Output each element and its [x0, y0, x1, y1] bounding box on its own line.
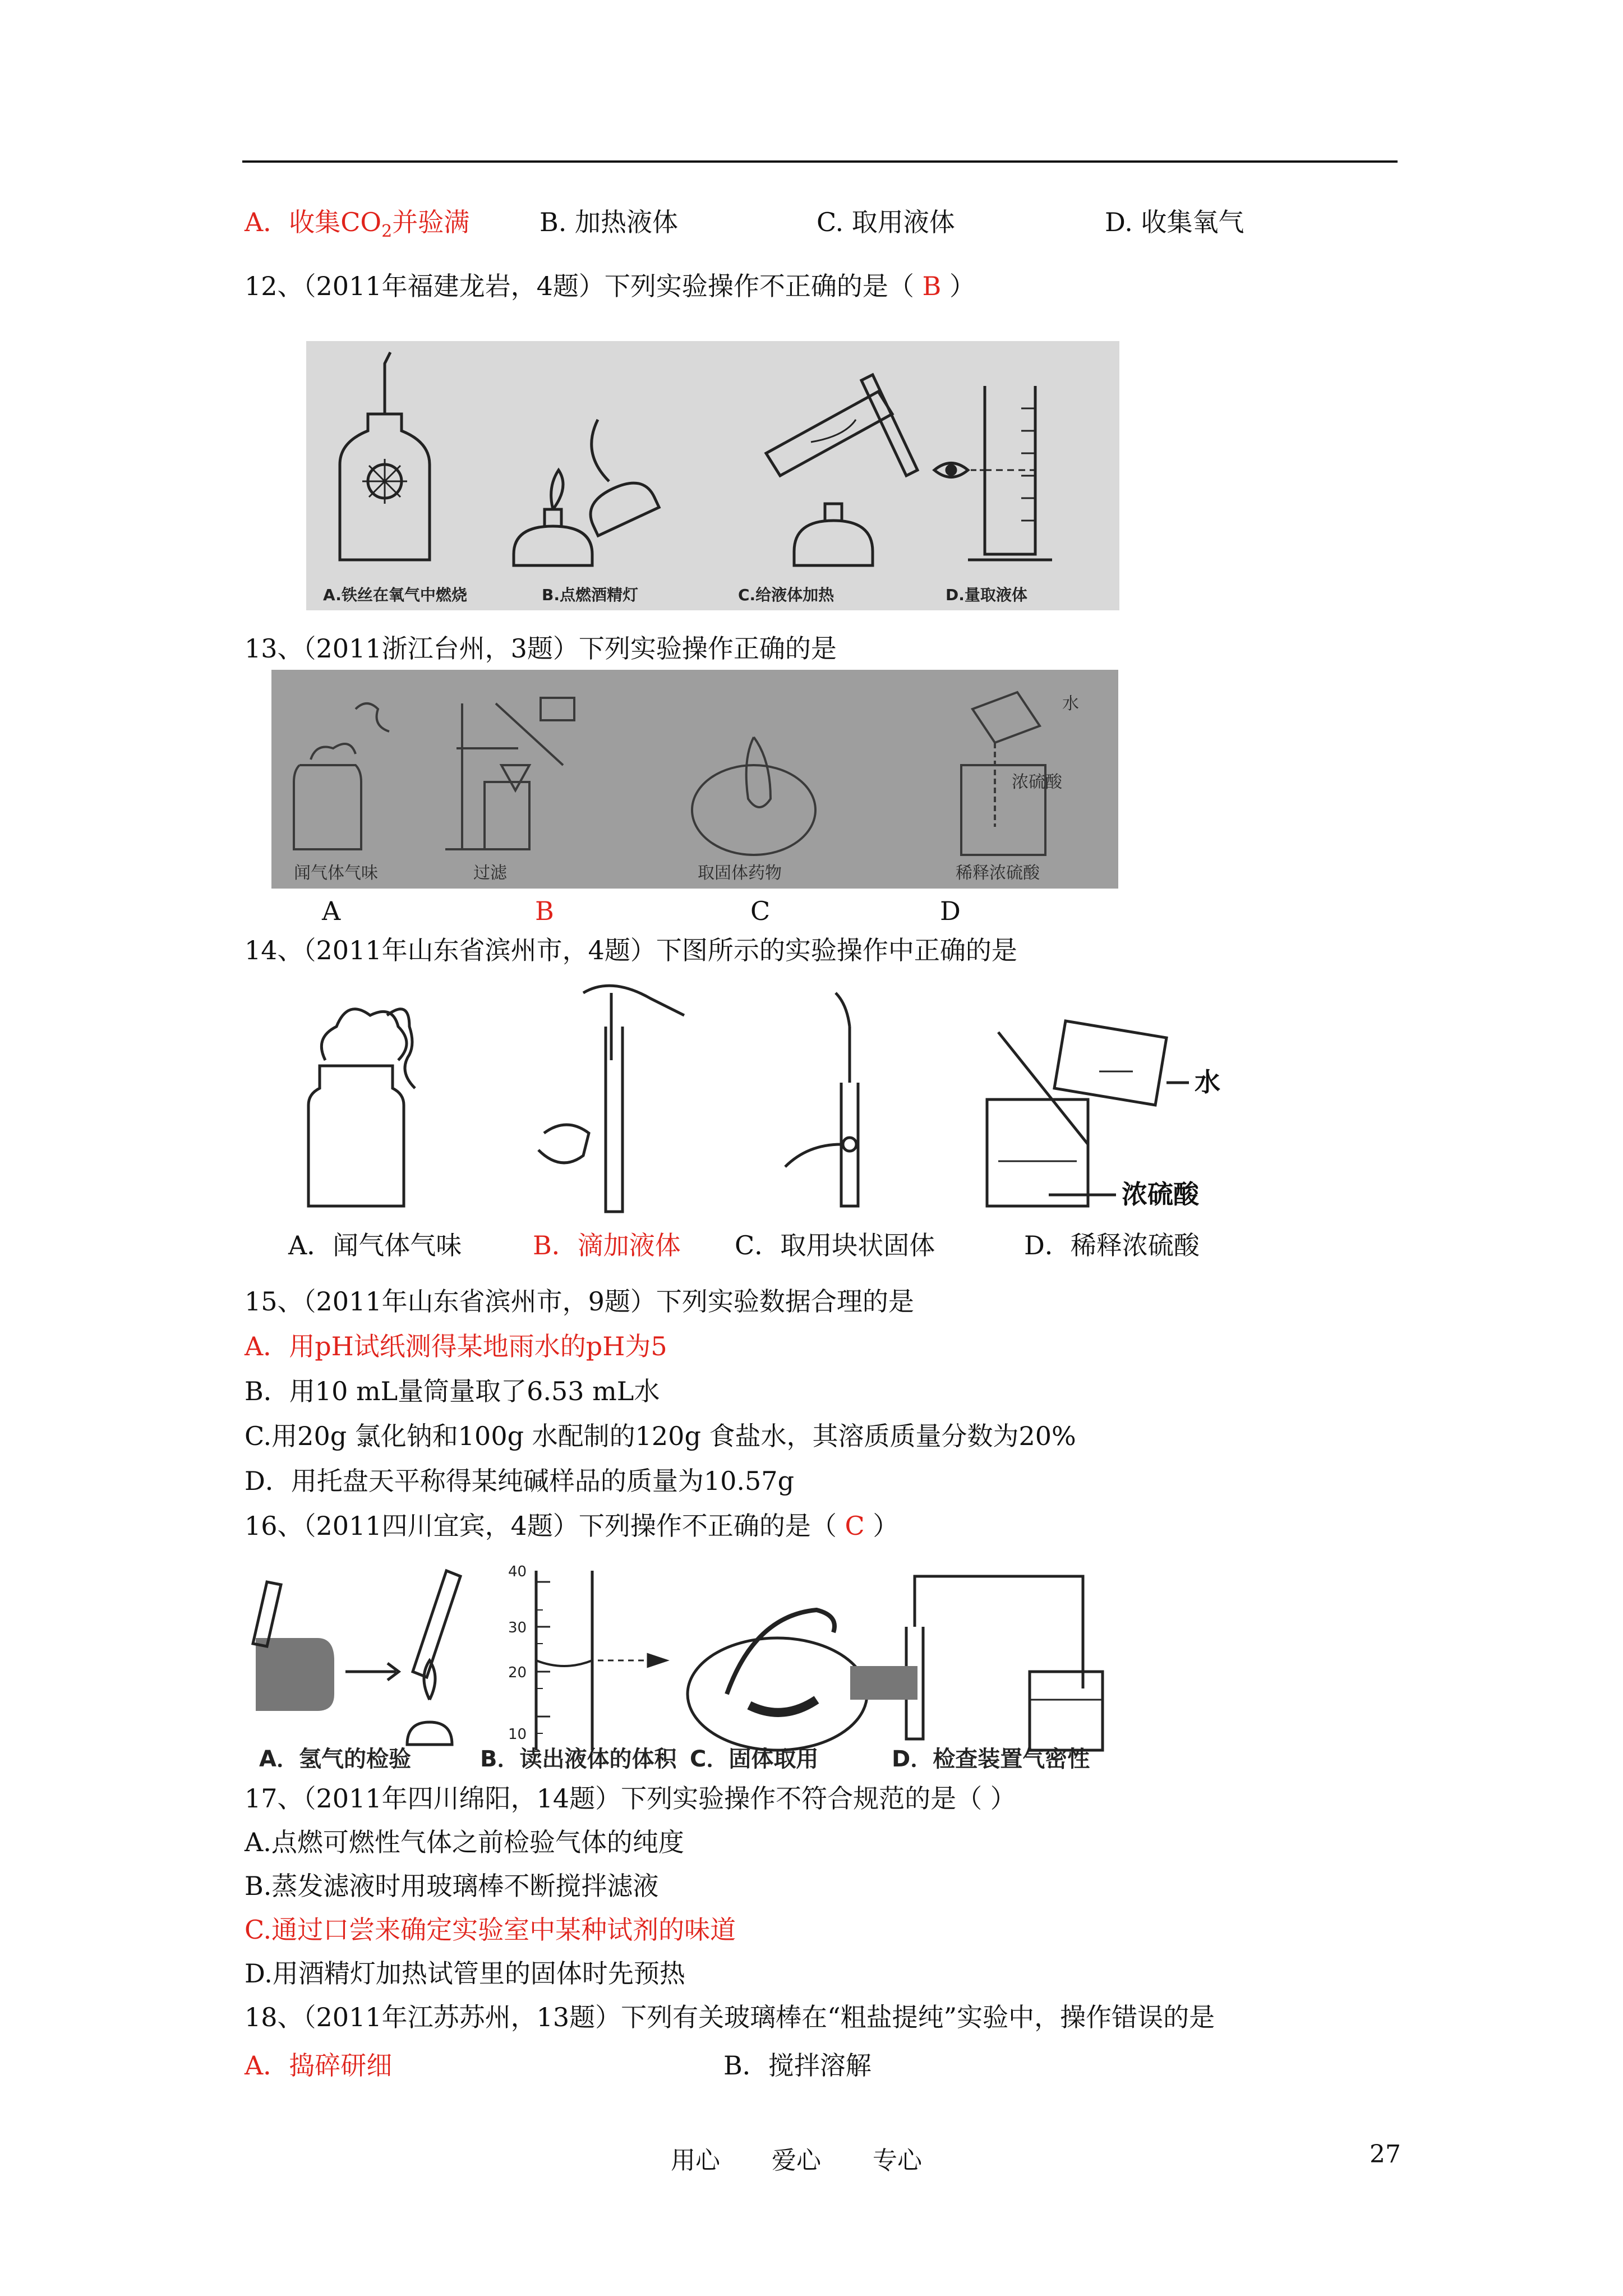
q11-option-c: C. 取用液体	[817, 207, 955, 237]
q15-stem: 15、（2011年山东省滨州市，9题）下列实验数据合理的是	[245, 1286, 914, 1317]
q16-caption-a: A．氢气的检验	[259, 1746, 411, 1772]
q14-label-water: 水	[1195, 1067, 1220, 1097]
q13-caption-c: 取固体药物	[698, 863, 782, 883]
q13-caption-b: 过滤	[473, 863, 507, 883]
q12-illustration	[306, 341, 1119, 610]
q12-answer: B	[922, 271, 942, 301]
q14-label-acid: 浓硫酸	[1122, 1179, 1199, 1209]
q13-letter-a: A	[322, 896, 341, 926]
q16-scale-10: 10	[508, 1726, 527, 1743]
q11-option-a: A．收集$CO_2$并验满	[245, 207, 470, 242]
q18-stem: 18、（2011年江苏苏州，13题）下列有关玻璃棒在“粗盐提纯”实验中，操作错误的是	[245, 2002, 1215, 2032]
q15-option-a: A．用pH试纸测得某地雨水的pH为5	[245, 1331, 667, 1361]
q16-figure	[245, 1559, 1108, 1767]
q15-option-d: D．用托盘天平称得某纯碱样品的质量为10.57g	[245, 1466, 795, 1496]
q16-stem: 16、（2011四川宜宾，4题）下列操作不正确的是（ C ）	[245, 1511, 899, 1541]
footer-item-1: 用心	[671, 2146, 720, 2175]
q13-caption-a: 闻气体气味	[294, 863, 378, 883]
q17-option-c: C.通过口尝来确定实验室中某种试剂的味道	[245, 1915, 736, 1945]
q17-option-d: D.用酒精灯加热试管里的固体时先预热	[245, 1958, 685, 1989]
q13-letter-d: D	[940, 896, 961, 926]
q14-illustration	[303, 982, 1290, 1217]
q12-caption-a: A.铁丝在氧气中燃烧	[323, 586, 467, 604]
q13-figure	[271, 670, 1118, 889]
q14-figure	[303, 982, 1290, 1217]
q13-label-water: 水	[1062, 694, 1079, 714]
footer-item-3: 专心	[873, 2146, 922, 2175]
q16-caption-c: C．固体取用	[690, 1746, 819, 1772]
q14-option-a: A．闻气体气味	[288, 1230, 462, 1260]
q16-illustration	[245, 1559, 1108, 1767]
q18-option-a: A．捣碎研细	[245, 2050, 393, 2081]
q15-option-b: B．用10 mL量筒量取了6.53 mL水	[245, 1376, 660, 1406]
q16-caption-d: D．检查装置气密性	[892, 1746, 1090, 1772]
q18-option-b: B．搅拌溶解	[723, 2050, 872, 2081]
q14-option-c: C．取用块状固体	[735, 1230, 935, 1260]
q14-option-d: D．稀释浓硫酸	[1024, 1230, 1200, 1260]
q13-caption-d: 稀释浓硫酸	[956, 863, 1040, 883]
q14-option-b: B．滴加液体	[533, 1230, 681, 1260]
q11-option-b: B. 加热液体	[540, 207, 679, 237]
q12-caption-d: D.量取液体	[946, 586, 1027, 604]
q12-caption-b: B.点燃酒精灯	[542, 586, 638, 604]
q11-option-d: D. 收集氧气	[1105, 207, 1244, 237]
q13-stem: 13、（2011浙江台州，3题）下列实验操作正确的是	[245, 633, 837, 664]
q12-caption-c: C.给液体加热	[738, 586, 834, 604]
q13-letter-c: C	[750, 896, 771, 926]
q14-stem: 14、（2011年山东省滨州市，4题）下图所示的实验操作中正确的是	[245, 935, 1017, 965]
q15-option-c: C.用20g 氯化钠和100g 水配制的120g 食盐水，其溶质质量分数为20%	[245, 1421, 1076, 1451]
q16-scale-20: 20	[508, 1664, 527, 1681]
q13-illustration	[271, 670, 1118, 889]
q16-caption-b: B．读出液体的体积	[480, 1746, 677, 1772]
q13-label-acid: 浓硫酸	[1012, 772, 1062, 792]
page-number: 27	[1370, 2140, 1401, 2169]
q17-option-b: B.蒸发滤液时用玻璃棒不断搅拌滤液	[245, 1871, 659, 1901]
q16-scale-30: 30	[508, 1619, 527, 1636]
q12-figure	[306, 341, 1119, 610]
q16-answer: C	[845, 1511, 865, 1541]
q13-letter-b: B	[535, 896, 554, 926]
footer-item-2: 爱心	[772, 2146, 821, 2175]
q17-stem: 17、（2011年四川绵阳，14题）下列实验操作不符合规范的是（ ）	[245, 1783, 1016, 1814]
q12-stem: 12、（2011年福建龙岩，4题）下列实验操作不正确的是（ B ）	[245, 271, 975, 301]
q16-scale-40: 40	[508, 1563, 527, 1580]
header-rule	[242, 160, 1398, 163]
q17-option-a: A.点燃可燃性气体之前检验气体的纯度	[245, 1827, 684, 1857]
